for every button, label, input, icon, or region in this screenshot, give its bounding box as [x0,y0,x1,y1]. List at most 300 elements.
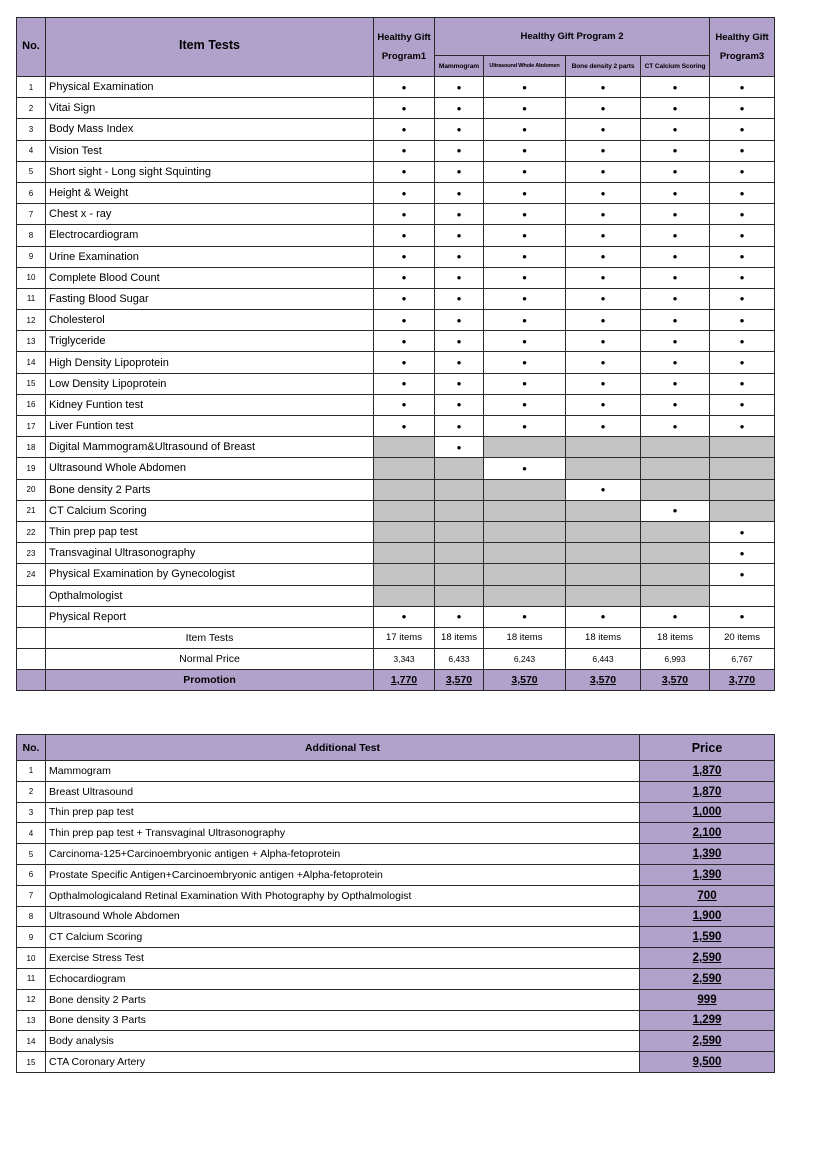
included-dot: • [710,225,775,246]
table-row [17,906,775,927]
included-dot: • [435,437,484,458]
included-dot: • [484,394,566,415]
included-dot: • [566,182,641,203]
included-dot: • [710,310,775,331]
included-dot: • [435,225,484,246]
row-number: 24 [17,564,46,585]
included-dot: • [484,98,566,119]
not-included-cell [435,479,484,500]
row-number: 22 [17,521,46,542]
included-dot: • [374,161,435,182]
included-dot: • [374,310,435,331]
included-dot: • [374,373,435,394]
row-number: 3 [17,802,46,823]
included-dot: • [484,182,566,203]
included-dot: • [641,204,710,225]
test-name: Electrocardiogram [46,225,374,246]
included-dot: • [710,606,775,627]
summary-blank [17,648,46,669]
table-row [17,585,775,606]
included-dot: • [435,204,484,225]
additional-test-price: 2,100 [640,823,775,844]
not-included-cell [484,437,566,458]
table-row [17,802,775,823]
included-dot: • [435,77,484,98]
normal-price: 6,243 [484,648,566,669]
additional-test-name: Exercise Stress Test [46,948,640,969]
row-number: 7 [17,204,46,225]
test-name: Physical Report [46,606,374,627]
item-count: 18 items [566,627,641,648]
included-dot: • [710,352,775,373]
additional-header-title: Additional Test [46,735,640,761]
not-included-cell [641,564,710,585]
included-dot: • [710,119,775,140]
row-number: 16 [17,394,46,415]
included-dot: • [374,77,435,98]
included-dot: • [710,543,775,564]
health-program-table [16,17,775,691]
not-included-cell [484,521,566,542]
empty-cell [710,585,775,606]
test-name: Opthalmologist [46,585,374,606]
included-dot: • [710,161,775,182]
row-number: 6 [17,864,46,885]
header-item-tests: Item Tests [46,18,374,77]
test-name: High Density Lipoprotein [46,352,374,373]
table-row [17,479,775,500]
included-dot: • [435,310,484,331]
included-dot: • [435,161,484,182]
additional-test-name: Carcinoma-125+Carcinoembryonic antigen + Alpha-fetoprotein [46,844,640,865]
included-dot: • [641,310,710,331]
test-name: Bone density 2 Parts [46,479,374,500]
table-row [17,140,775,161]
included-dot: • [484,119,566,140]
included-dot: • [566,310,641,331]
included-dot: • [484,204,566,225]
included-dot: • [641,246,710,267]
row-number: 7 [17,885,46,906]
row-number: 2 [17,781,46,802]
table-row [17,437,775,458]
included-dot: • [710,246,775,267]
included-dot: • [435,394,484,415]
test-name: Cholesterol [46,310,374,331]
row-number: 17 [17,416,46,437]
not-included-cell [566,500,641,521]
additional-test-price: 999 [640,989,775,1010]
additional-test-name: CT Calcium Scoring [46,927,640,948]
included-dot: • [641,140,710,161]
test-name: CT Calcium Scoring [46,500,374,521]
summary-blank [17,669,46,690]
included-dot: • [566,77,641,98]
included-dot: • [374,288,435,309]
additional-test-price: 1,390 [640,844,775,865]
header-sub-bone-density: Bone density 2 parts [566,56,641,77]
table-row [17,781,775,802]
table-row [17,77,775,98]
table-row [17,844,775,865]
included-dot: • [484,310,566,331]
header-sub-ct-calcium: CT Calcium Scoring [641,56,710,77]
not-included-cell [641,521,710,542]
not-included-cell [641,585,710,606]
promotion-label: Promotion [46,669,374,690]
normal-price: 6,433 [435,648,484,669]
test-name: Low Density Lipoprotein [46,373,374,394]
included-dot: • [710,373,775,394]
test-name: Triglyceride [46,331,374,352]
additional-test-name: Thin prep pap test [46,802,640,823]
table-row [17,288,775,309]
additional-test-name: Thin prep pap test + Transvaginal Ultrasonography [46,823,640,844]
not-included-cell [641,479,710,500]
included-dot: • [374,352,435,373]
test-name: Vision Test [46,140,374,161]
additional-test-name: Ultrasound Whole Abdomen [46,906,640,927]
included-dot: • [566,606,641,627]
row-number [17,585,46,606]
included-dot: • [710,564,775,585]
promotion-price: 3,570 [566,669,641,690]
not-included-cell [566,437,641,458]
table-row [17,543,775,564]
row-number: 19 [17,458,46,479]
row-number: 21 [17,500,46,521]
not-included-cell [566,585,641,606]
promotion-price: 3,770 [710,669,775,690]
additional-test-table [16,734,775,1073]
table-row [17,927,775,948]
row-number: 1 [17,761,46,782]
included-dot: • [566,246,641,267]
promotion-price: 3,570 [435,669,484,690]
included-dot: • [484,267,566,288]
included-dot: • [641,331,710,352]
not-included-cell [435,458,484,479]
row-number: 10 [17,267,46,288]
included-dot: • [710,98,775,119]
header-no: No. [17,18,46,77]
row-number [17,606,46,627]
included-dot: • [710,416,775,437]
table-row [17,761,775,782]
included-dot: • [641,267,710,288]
additional-header-no: No. [17,735,46,761]
not-included-cell [710,479,775,500]
included-dot: • [435,119,484,140]
included-dot: • [374,119,435,140]
included-dot: • [710,140,775,161]
not-included-cell [435,564,484,585]
test-name: Chest x - ray [46,204,374,225]
row-number: 4 [17,823,46,844]
included-dot: • [710,77,775,98]
additional-test-name: Opthalmologicaland Retinal Examination With Photography by Opthalmologist [46,885,640,906]
normal-price: 3,343 [374,648,435,669]
included-dot: • [641,98,710,119]
additional-test-name: Body analysis [46,1031,640,1052]
item-count: 18 items [641,627,710,648]
included-dot: • [374,98,435,119]
row-number: 12 [17,989,46,1010]
not-included-cell [374,585,435,606]
test-name: Complete Blood Count [46,267,374,288]
table-row [17,564,775,585]
header-program3-line2: Program3 [719,51,765,62]
not-included-cell [484,479,566,500]
table-row [17,500,775,521]
row-number: 9 [17,927,46,948]
included-dot: • [374,267,435,288]
included-dot: • [435,246,484,267]
included-dot: • [435,288,484,309]
included-dot: • [484,288,566,309]
row-number: 20 [17,479,46,500]
included-dot: • [641,352,710,373]
included-dot: • [484,140,566,161]
normal-price: 6,767 [710,648,775,669]
included-dot: • [484,246,566,267]
included-dot: • [484,606,566,627]
table-row [17,373,775,394]
not-included-cell [566,543,641,564]
normal-price-label: Normal Price [46,648,374,669]
included-dot: • [374,204,435,225]
additional-test-price: 1,870 [640,781,775,802]
test-name: Height & Weight [46,182,374,203]
included-dot: • [566,140,641,161]
test-name: Physical Examination [46,77,374,98]
row-number: 14 [17,1031,46,1052]
included-dot: • [566,204,641,225]
header-program1 [374,18,435,77]
row-number: 15 [17,373,46,394]
row-number: 9 [17,246,46,267]
not-included-cell [435,521,484,542]
included-dot: • [566,394,641,415]
header-program1-line2: Program1 [381,51,427,62]
not-included-cell [374,500,435,521]
included-dot: • [566,98,641,119]
table-row [17,204,775,225]
included-dot: • [484,225,566,246]
promotion-price: 1,770 [374,669,435,690]
not-included-cell [435,543,484,564]
header-program1-line1: Healthy Gift [377,32,431,43]
row-number: 11 [17,968,46,989]
included-dot: • [641,288,710,309]
additional-header-price: Price [640,735,775,761]
included-dot: • [435,373,484,394]
test-name: Urine Examination [46,246,374,267]
row-number: 1 [17,77,46,98]
test-name: Kidney Funtion test [46,394,374,415]
included-dot: • [374,606,435,627]
additional-test-name: Bone density 2 Parts [46,989,640,1010]
included-dot: • [484,458,566,479]
test-name: Short sight - Long sight Squinting [46,161,374,182]
included-dot: • [641,416,710,437]
test-name: Vitai Sign [46,98,374,119]
included-dot: • [641,225,710,246]
included-dot: • [566,352,641,373]
included-dot: • [641,119,710,140]
included-dot: • [710,204,775,225]
additional-test-price: 700 [640,885,775,906]
header-program2: Healthy Gift Program 2 [435,18,710,56]
row-number: 5 [17,844,46,865]
not-included-cell [566,521,641,542]
item-count: 18 items [484,627,566,648]
included-dot: • [435,416,484,437]
item-count: 17 items [374,627,435,648]
test-name: Ultrasound Whole Abdomen [46,458,374,479]
not-included-cell [710,437,775,458]
additional-test-price: 2,590 [640,948,775,969]
table-row [17,1031,775,1052]
additional-test-price: 1,900 [640,906,775,927]
additional-test-price: 1,000 [640,802,775,823]
included-dot: • [484,373,566,394]
not-included-cell [374,543,435,564]
included-dot: • [435,140,484,161]
not-included-cell [435,500,484,521]
header-program3 [710,18,775,77]
normal-price: 6,443 [566,648,641,669]
included-dot: • [484,352,566,373]
normal-price: 6,993 [641,648,710,669]
row-number: 23 [17,543,46,564]
row-number: 11 [17,288,46,309]
included-dot: • [484,77,566,98]
included-dot: • [641,77,710,98]
not-included-cell [641,458,710,479]
table-row [17,225,775,246]
included-dot: • [484,161,566,182]
test-name: Liver Funtion test [46,416,374,437]
additional-test-price: 1,390 [640,864,775,885]
included-dot: • [374,246,435,267]
table-row [17,948,775,969]
header-sub-mammogram: Mammogram [435,56,484,77]
additional-test-name: Mammogram [46,761,640,782]
included-dot: • [435,331,484,352]
row-number: 14 [17,352,46,373]
included-dot: • [641,161,710,182]
included-dot: • [566,119,641,140]
included-dot: • [435,267,484,288]
row-number: 12 [17,310,46,331]
not-included-cell [484,543,566,564]
not-included-cell [484,500,566,521]
included-dot: • [710,521,775,542]
row-number: 8 [17,225,46,246]
table-row [17,310,775,331]
row-number: 5 [17,161,46,182]
not-included-cell [374,521,435,542]
test-name: Physical Examination by Gynecologist [46,564,374,585]
table-row [17,98,775,119]
row-number: 8 [17,906,46,927]
table-row [17,458,775,479]
included-dot: • [710,394,775,415]
included-dot: • [641,182,710,203]
additional-test-name: Bone density 3 Parts [46,1010,640,1031]
included-dot: • [566,267,641,288]
additional-test-price: 2,590 [640,968,775,989]
row-number: 10 [17,948,46,969]
promotion-price: 3,570 [484,669,566,690]
test-name: Transvaginal Ultrasonography [46,543,374,564]
row-number: 13 [17,1010,46,1031]
included-dot: • [566,416,641,437]
additional-test-price: 1,299 [640,1010,775,1031]
not-included-cell [484,585,566,606]
promotion-price: 3,570 [641,669,710,690]
included-dot: • [484,416,566,437]
not-included-cell [435,585,484,606]
row-number: 2 [17,98,46,119]
included-dot: • [435,606,484,627]
included-dot: • [435,352,484,373]
included-dot: • [374,140,435,161]
table-row [17,119,775,140]
table-row [17,161,775,182]
header-program3-line1: Healthy Gift [715,32,769,43]
summary-blank [17,627,46,648]
table-row [17,521,775,542]
not-included-cell [374,437,435,458]
not-included-cell [566,458,641,479]
row-number: 3 [17,119,46,140]
table-row [17,1052,775,1073]
table-row [17,416,775,437]
not-included-cell [710,500,775,521]
not-included-cell [484,564,566,585]
additional-test-name: Echocardiogram [46,968,640,989]
item-count: 20 items [710,627,775,648]
additional-test-price: 1,870 [640,761,775,782]
additional-test-price: 1,590 [640,927,775,948]
included-dot: • [710,288,775,309]
additional-test-name: CTA Coronary Artery [46,1052,640,1073]
included-dot: • [566,373,641,394]
included-dot: • [374,225,435,246]
table-row [17,394,775,415]
included-dot: • [641,606,710,627]
table-row [17,606,775,627]
table-row [17,823,775,844]
test-name: Body Mass Index [46,119,374,140]
header-sub-ultrasound: Ultrasound Whole Abdomen [484,56,566,77]
row-number: 15 [17,1052,46,1073]
included-dot: • [710,331,775,352]
included-dot: • [374,182,435,203]
table-row [17,1010,775,1031]
included-dot: • [374,394,435,415]
additional-test-price: 2,590 [640,1031,775,1052]
not-included-cell [374,458,435,479]
item-tests-label: Item Tests [46,627,374,648]
row-number: 4 [17,140,46,161]
included-dot: • [566,331,641,352]
item-count: 18 items [435,627,484,648]
included-dot: • [566,161,641,182]
additional-test-name: Prostate Specific Antigen+Carcinoembryonic antigen +Alpha-fetoprotein [46,864,640,885]
